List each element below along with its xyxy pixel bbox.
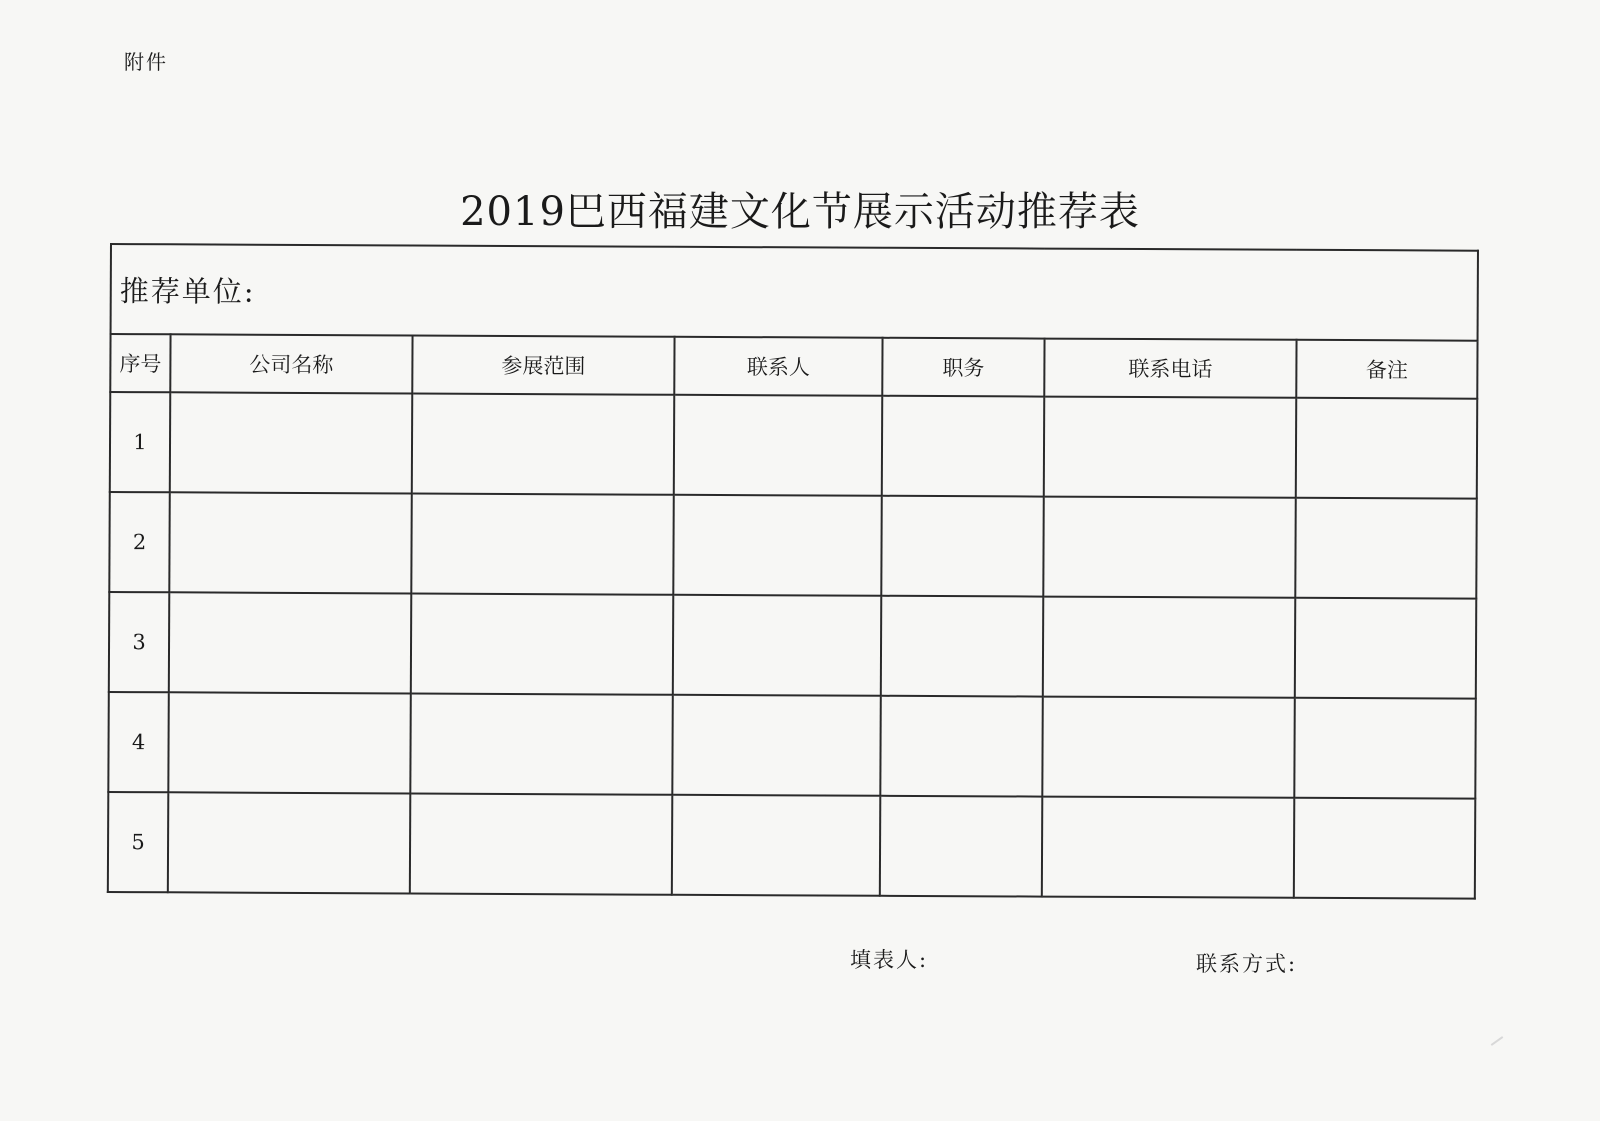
header-remarks: 备注 [1296, 340, 1477, 399]
contact-person-cell[interactable] [672, 795, 880, 896]
header-company-name: 公司名称 [170, 334, 412, 393]
phone-cell[interactable] [1043, 497, 1295, 598]
company-name-cell[interactable] [168, 692, 410, 793]
exhibition-scope-cell[interactable] [410, 693, 672, 794]
row-index: 3 [109, 592, 169, 692]
exhibition-scope-cell[interactable] [410, 793, 672, 894]
position-cell[interactable] [880, 696, 1042, 797]
contact-person-cell[interactable] [673, 595, 881, 696]
company-name-cell[interactable] [168, 792, 410, 893]
contact-person-cell[interactable] [673, 495, 881, 596]
header-exhibition-scope: 参展范围 [412, 335, 674, 394]
remarks-cell[interactable] [1294, 698, 1476, 799]
form-title: 2019巴西福建文化节展示活动推荐表 [460, 189, 1140, 235]
table-row [109, 492, 1477, 599]
position-cell[interactable] [881, 496, 1043, 597]
table-row [108, 692, 1476, 799]
header-position: 职务 [882, 338, 1044, 397]
phone-cell[interactable] [1043, 597, 1295, 698]
recommending-unit-cell[interactable] [111, 244, 1479, 341]
recommendation-table [107, 243, 1479, 900]
exhibition-scope-cell[interactable] [411, 593, 673, 694]
header-index: 序号 [110, 334, 170, 392]
exhibition-scope-cell[interactable] [412, 393, 674, 494]
company-name-cell[interactable] [169, 492, 411, 593]
remarks-cell[interactable] [1296, 398, 1478, 499]
recommending-unit-label: 推荐单位: [119, 273, 256, 309]
filled-by-label: 填表人: [850, 948, 929, 972]
phone-cell[interactable] [1044, 397, 1296, 498]
table-row [109, 592, 1477, 699]
position-cell[interactable] [881, 596, 1043, 697]
table-row [108, 792, 1476, 899]
remarks-cell[interactable] [1295, 498, 1477, 599]
remarks-cell[interactable] [1294, 798, 1476, 899]
header-contact-person: 联系人 [674, 337, 882, 396]
attachment-label: 附件 [124, 50, 168, 74]
company-name-cell[interactable] [170, 392, 412, 493]
recommending-unit-row [111, 244, 1479, 341]
row-index: 4 [108, 692, 168, 792]
header-phone: 联系电话 [1044, 339, 1296, 398]
remarks-cell[interactable] [1295, 598, 1477, 699]
contact-person-cell[interactable] [672, 695, 880, 796]
contact-method-label: 联系方式: [1196, 952, 1298, 976]
company-name-cell[interactable] [169, 592, 411, 693]
table-header-row [110, 334, 1477, 399]
exhibition-scope-cell[interactable] [411, 493, 673, 594]
position-cell[interactable] [882, 396, 1044, 497]
scan-artifact-line [1491, 1036, 1504, 1046]
row-index: 1 [110, 392, 170, 492]
phone-cell[interactable] [1042, 797, 1294, 898]
row-index: 2 [109, 492, 169, 592]
contact-person-cell[interactable] [674, 395, 882, 496]
row-index: 5 [108, 792, 168, 892]
table-row [110, 392, 1478, 499]
position-cell[interactable] [880, 796, 1042, 897]
phone-cell[interactable] [1042, 697, 1294, 798]
